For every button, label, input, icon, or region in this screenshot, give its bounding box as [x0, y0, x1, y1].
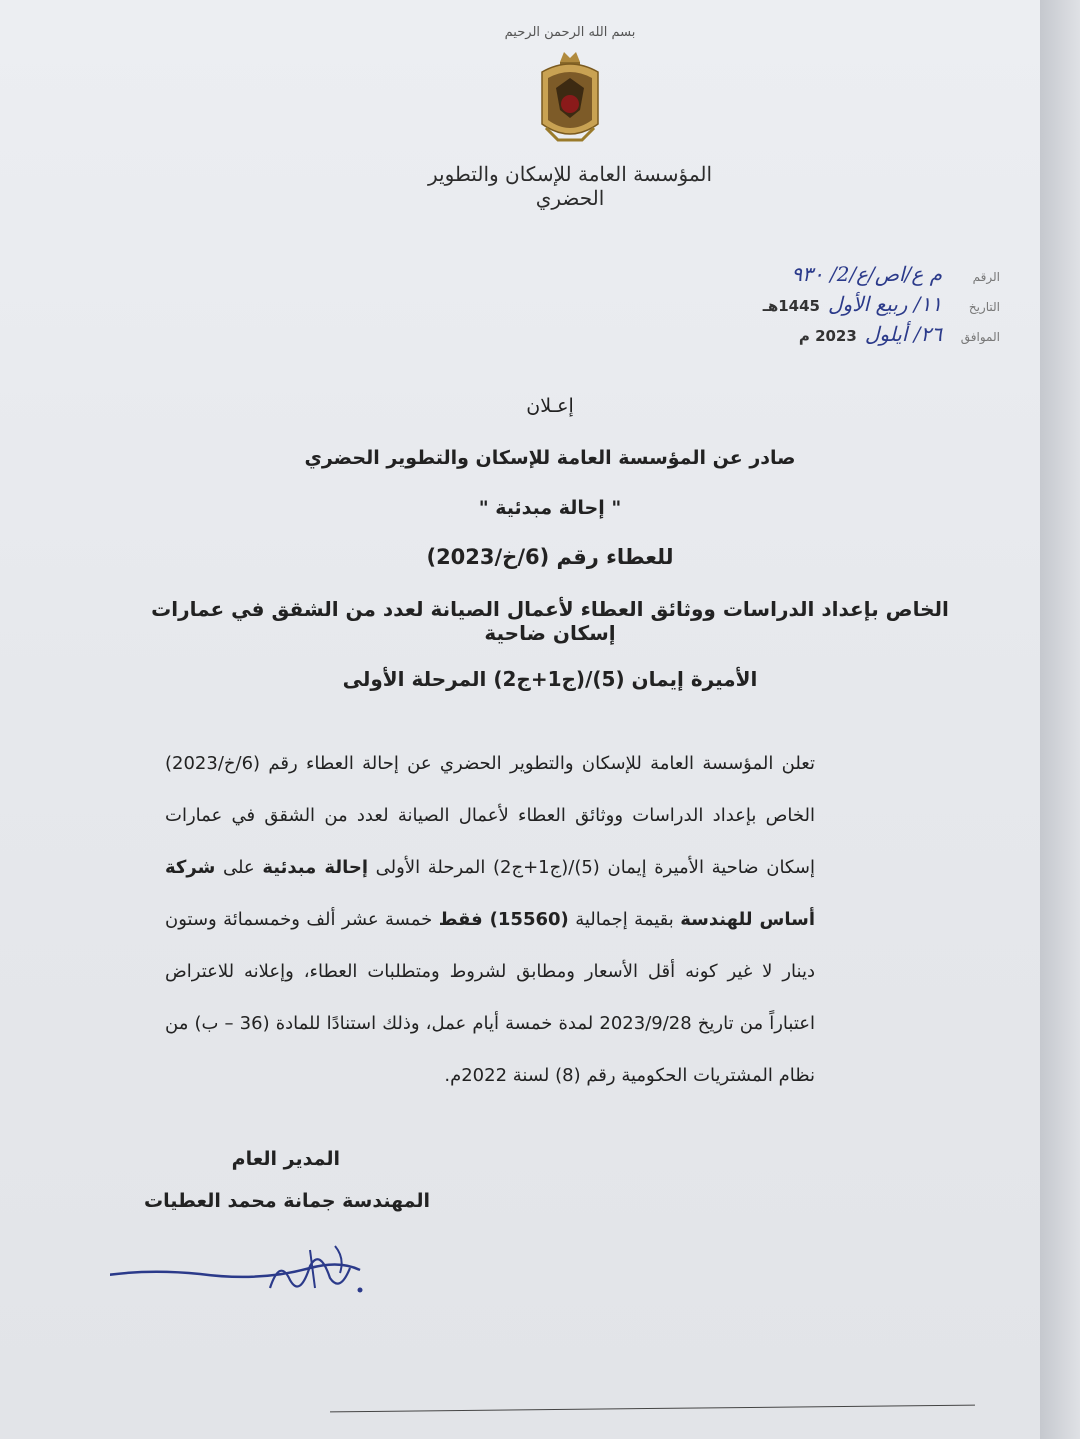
- ref-greg-row: [763, 322, 1000, 352]
- ref-hijri-row: [763, 292, 1000, 322]
- letterhead: [420, 25, 720, 210]
- page-edge: [1040, 0, 1080, 1439]
- announcement-body: [165, 738, 815, 1102]
- title-line-3: " إحالة مبدئية ": [478, 497, 622, 519]
- body-part-2: على: [222, 857, 255, 878]
- body-part-3: بقيمة إجمالية: [575, 909, 674, 930]
- org-header-name: المؤسسة العامة للإسكان والتطوير الحضري: [427, 162, 713, 210]
- signatory-title: المدير العام: [231, 1148, 340, 1170]
- body-bold-1: إحالة مبدئية: [262, 857, 368, 878]
- announcement-title: [140, 395, 960, 691]
- ref-greg-label: الموافق: [960, 330, 1000, 344]
- body-part-4: خمسة عشر ألف وخمسمائة وستون دينار لا غير كونه أقل الأسعار ومطابق لشروط ومتطلبات العطاء، وإعلانه للاعتراض اعتباراً من تاريخ 2023/9/28 لمدة خمسة أيام عمل، وذلك استنادًا للمادة (36 – ب) من نظام المشتريات الحكومية رقم (8) لسنة 2022م.: [165, 909, 815, 1086]
- reference-block: [763, 262, 1000, 352]
- ref-hijri-written: ١١/ ربيع الأول: [828, 292, 942, 316]
- ref-greg-printed: 2023 م: [798, 327, 857, 345]
- title-line-5: الخاص بإعداد الدراسات ووثائق العطاء لأعمال الصيانة لعدد من الشقق في عمارات إسكان ضاحية: [151, 597, 949, 645]
- title-line-1: إعـلان: [526, 395, 574, 417]
- footer-rule: [330, 1405, 975, 1413]
- body-bold-3: (15560) فقط: [438, 909, 569, 930]
- ref-hijri-printed: 1445هـ: [762, 297, 820, 315]
- ref-number-row: [763, 262, 1000, 292]
- title-line-6: الأميرة إيمان (5)/(ج1+ج2) المرحلة الأولى: [342, 667, 758, 691]
- ref-hijri-label: التاريخ: [968, 300, 1000, 314]
- ref-greg-written: ٢٦/ أيلول: [864, 322, 942, 346]
- body-bold-2: شركة أساس للهندسة: [165, 857, 815, 930]
- ref-number-value: م ع/اص/ع/2/ ٩٣٠: [791, 262, 942, 286]
- body-part-1: تعلن المؤسسة العامة للإسكان والتطوير الحضري عن إحالة العطاء رقم (6/خ/2023) الخاص بإعداد الدراسات ووثائق العطاء لأعمال الصيانة لعدد من الشقق في عمارات إسكان ضاحية الأميرة إيمان (5)/(ج1+ج2) المرحلة الأولى: [165, 753, 815, 878]
- title-line-4: للعطاء رقم (6/خ/2023): [426, 545, 674, 569]
- bismillah: بسم الله الرحمن الرحيم: [504, 25, 636, 40]
- signature-block: [110, 1148, 430, 1212]
- title-line-2: صادر عن المؤسسة العامة للإسكان والتطوير الحضري: [304, 447, 796, 469]
- signatory-name: المهندسة جمانة محمد العطيات: [144, 1190, 430, 1212]
- jordan-coat-of-arms-emblem: [528, 48, 612, 148]
- ref-number-label: الرقم: [972, 270, 1000, 284]
- handwritten-signature: [110, 1238, 390, 1308]
